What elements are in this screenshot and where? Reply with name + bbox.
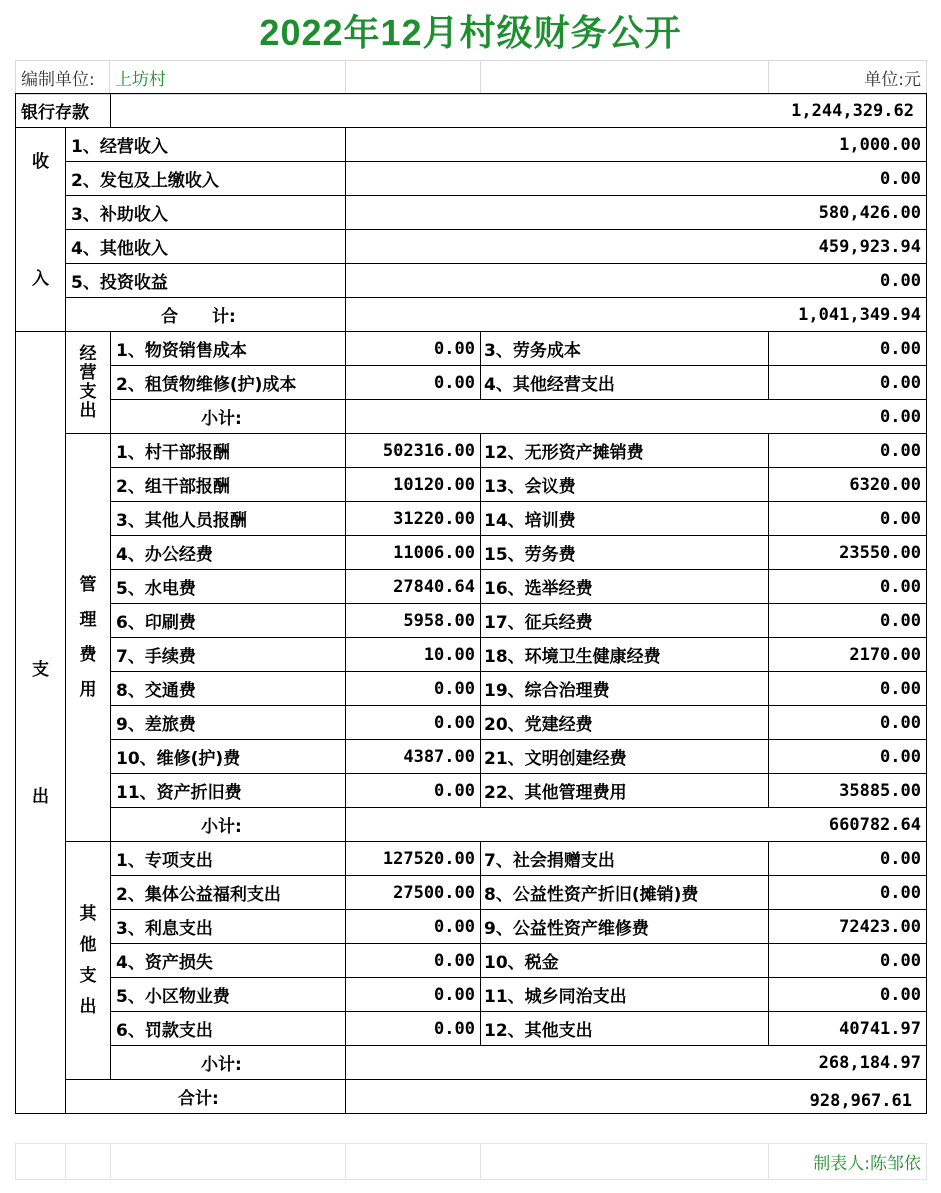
bank-row	[16, 94, 927, 128]
expense-total-label: 合计:	[66, 1080, 346, 1114]
management-subtotal-row	[16, 808, 927, 842]
management-item-label: 15、劳务费	[481, 536, 769, 570]
operating-row	[16, 366, 927, 400]
management-item-label: 1、村干部报酬	[111, 434, 346, 468]
income-row	[16, 230, 927, 264]
management-item-label: 12、无形资产摊销费	[481, 434, 769, 468]
other-item-label: 4、资产损失	[111, 944, 346, 978]
management-item-label: 10、维修(护)费	[111, 740, 346, 774]
management-item-label: 11、资产折旧费	[111, 774, 346, 808]
management-item-value: 0.00	[769, 672, 927, 706]
management-row	[16, 604, 927, 638]
management-item-label: 17、征兵经费	[481, 604, 769, 638]
other-item-value: 0.00	[769, 944, 927, 978]
other-row	[16, 910, 927, 944]
income-row	[16, 162, 927, 196]
other-row	[16, 978, 927, 1012]
other-item-value: 0.00	[769, 876, 927, 910]
other-subtotal-value: 268,184.97	[346, 1046, 927, 1080]
income-row	[16, 128, 927, 162]
report-title: 2022年12月村级财务公开	[259, 11, 682, 53]
other-group-label-char: 他	[79, 934, 97, 955]
management-item-label: 22、其他管理费用	[481, 774, 769, 808]
management-item-label: 13、会议费	[481, 468, 769, 502]
operating-group-label-char: 出	[79, 400, 97, 421]
other-item-value: 27500.00	[346, 876, 481, 910]
income-item-value: 0.00	[346, 162, 927, 196]
operating-item-value: 0.00	[769, 366, 927, 400]
income-total-value: 1,041,349.94	[346, 298, 927, 332]
management-group-label	[66, 434, 111, 842]
management-item-value: 35885.00	[769, 774, 927, 808]
operating-item-value: 0.00	[346, 366, 481, 400]
management-item-label: 3、其他人员报酬	[111, 502, 346, 536]
income-item-label: 1、经营收入	[66, 128, 346, 162]
other-group-label-char: 支	[79, 965, 97, 986]
management-item-value: 10120.00	[346, 468, 481, 502]
management-item-value: 6320.00	[769, 468, 927, 502]
expense-side-label	[16, 332, 66, 1114]
management-item-label: 19、综合治理费	[481, 672, 769, 706]
other-item-label: 10、税金	[481, 944, 769, 978]
other-subtotal-label: 小计:	[111, 1046, 346, 1080]
expense-total-row	[16, 1080, 927, 1114]
operating-subtotal-row	[16, 400, 927, 434]
management-item-value: 23550.00	[769, 536, 927, 570]
report-footer	[15, 1143, 927, 1180]
other-subtotal-row	[16, 1046, 927, 1080]
operating-group-label	[66, 332, 111, 434]
income-item-value: 0.00	[346, 264, 927, 298]
management-group-label-char: 用	[79, 679, 97, 700]
other-item-value: 0.00	[346, 1012, 481, 1046]
expense-total-value: 928,967.61	[346, 1080, 927, 1114]
operating-subtotal-label: 小计:	[111, 400, 346, 434]
income-side-bottom: 入	[32, 269, 49, 289]
other-item-value: 72423.00	[769, 910, 927, 944]
management-item-value: 0.00	[769, 706, 927, 740]
management-row	[16, 570, 927, 604]
operating-group-label-char: 支	[79, 381, 97, 402]
other-item-value: 0.00	[769, 842, 927, 876]
management-row	[16, 740, 927, 774]
management-subtotal-value: 660782.64	[346, 808, 927, 842]
other-item-label: 1、专项支出	[111, 842, 346, 876]
income-row	[16, 196, 927, 230]
management-row	[16, 502, 927, 536]
report-subheader	[15, 60, 927, 95]
management-item-label: 8、交通费	[111, 672, 346, 706]
other-item-label: 3、利息支出	[111, 910, 346, 944]
other-item-value: 0.00	[346, 944, 481, 978]
management-item-label: 18、环境卫生健康经费	[481, 638, 769, 672]
bank-value: 1,244,329.62	[111, 94, 927, 128]
management-item-value: 0.00	[769, 740, 927, 774]
management-item-label: 20、党建经费	[481, 706, 769, 740]
management-item-value: 0.00	[769, 434, 927, 468]
income-item-label: 4、其他收入	[66, 230, 346, 264]
management-row	[16, 536, 927, 570]
other-item-label: 8、公益性资产折旧(摊销)费	[481, 876, 769, 910]
bank-label: 银行存款	[16, 94, 111, 128]
operating-item-value: 0.00	[346, 332, 481, 366]
other-group-label	[66, 842, 111, 1080]
currency-label: 单位:元	[769, 61, 927, 95]
operating-item-label: 1、物资销售成本	[111, 332, 346, 366]
other-item-value: 40741.97	[769, 1012, 927, 1046]
expense-side-top: 支	[32, 660, 49, 680]
operating-group-label-char: 营	[79, 362, 97, 383]
management-item-value: 2170.00	[769, 638, 927, 672]
other-item-label: 5、小区物业费	[111, 978, 346, 1012]
management-row	[16, 706, 927, 740]
management-item-value: 10.00	[346, 638, 481, 672]
preparer: 制表人:陈邹依	[769, 1144, 927, 1180]
management-item-label: 4、办公经费	[111, 536, 346, 570]
other-item-label: 7、社会捐赠支出	[481, 842, 769, 876]
income-total-row	[16, 298, 927, 332]
operating-row	[16, 332, 927, 366]
management-row	[16, 468, 927, 502]
management-item-value: 0.00	[346, 706, 481, 740]
management-group-label-char: 费	[79, 644, 97, 665]
other-row	[16, 1012, 927, 1046]
management-item-value: 502316.00	[346, 434, 481, 468]
income-side-label	[16, 128, 66, 332]
management-item-label: 5、水电费	[111, 570, 346, 604]
management-group-label-char: 理	[79, 609, 97, 630]
finance-table	[15, 93, 927, 1114]
management-item-label: 14、培训费	[481, 502, 769, 536]
other-item-label: 6、罚款支出	[111, 1012, 346, 1046]
management-item-label: 21、文明创建经费	[481, 740, 769, 774]
operating-item-value: 0.00	[769, 332, 927, 366]
management-subtotal-label: 小计:	[111, 808, 346, 842]
income-total-label: 合 计:	[66, 298, 346, 332]
management-item-value: 5958.00	[346, 604, 481, 638]
management-row	[16, 434, 927, 468]
management-item-value: 11006.00	[346, 536, 481, 570]
other-item-value: 0.00	[346, 978, 481, 1012]
management-item-value: 0.00	[346, 672, 481, 706]
income-side-top: 收	[32, 152, 49, 172]
income-item-value: 459,923.94	[346, 230, 927, 264]
other-group-label-char: 出	[79, 996, 97, 1017]
management-item-value: 27840.64	[346, 570, 481, 604]
other-item-label: 11、城乡同治支出	[481, 978, 769, 1012]
income-item-label: 3、补助收入	[66, 196, 346, 230]
other-group-label-char: 其	[79, 903, 97, 924]
management-row	[16, 774, 927, 808]
management-item-value: 0.00	[346, 774, 481, 808]
other-row	[16, 842, 927, 876]
unit-name: 上坊村	[110, 61, 346, 95]
management-item-value: 31220.00	[346, 502, 481, 536]
other-item-value: 127520.00	[346, 842, 481, 876]
management-item-label: 9、差旅费	[111, 706, 346, 740]
income-row	[16, 264, 927, 298]
management-row	[16, 672, 927, 706]
income-item-label: 5、投资收益	[66, 264, 346, 298]
management-item-label: 16、选举经费	[481, 570, 769, 604]
other-item-label: 2、集体公益福利支出	[111, 876, 346, 910]
management-item-value: 0.00	[769, 570, 927, 604]
expense-side-bottom: 出	[32, 787, 49, 807]
management-item-value: 0.00	[769, 604, 927, 638]
operating-item-label: 3、劳务成本	[481, 332, 769, 366]
other-item-label: 9、公益性资产维修费	[481, 910, 769, 944]
management-item-label: 2、组干部报酬	[111, 468, 346, 502]
operating-item-label: 4、其他经营支出	[481, 366, 769, 400]
management-group-label-char: 管	[79, 574, 97, 595]
income-item-value: 1,000.00	[346, 128, 927, 162]
operating-subtotal-value: 0.00	[346, 400, 927, 434]
unit-label: 编制单位:	[16, 61, 110, 95]
other-item-label: 12、其他支出	[481, 1012, 769, 1046]
management-item-label: 6、印刷费	[111, 604, 346, 638]
other-item-value: 0.00	[346, 910, 481, 944]
income-item-value: 580,426.00	[346, 196, 927, 230]
income-item-label: 2、发包及上缴收入	[66, 162, 346, 196]
operating-item-label: 2、租赁物维修(护)成本	[111, 366, 346, 400]
other-row	[16, 944, 927, 978]
management-item-value: 0.00	[769, 502, 927, 536]
operating-group-label-char: 经	[79, 343, 97, 364]
management-item-label: 7、手续费	[111, 638, 346, 672]
management-item-value: 4387.00	[346, 740, 481, 774]
management-row	[16, 638, 927, 672]
other-item-value: 0.00	[769, 978, 927, 1012]
other-row	[16, 876, 927, 910]
